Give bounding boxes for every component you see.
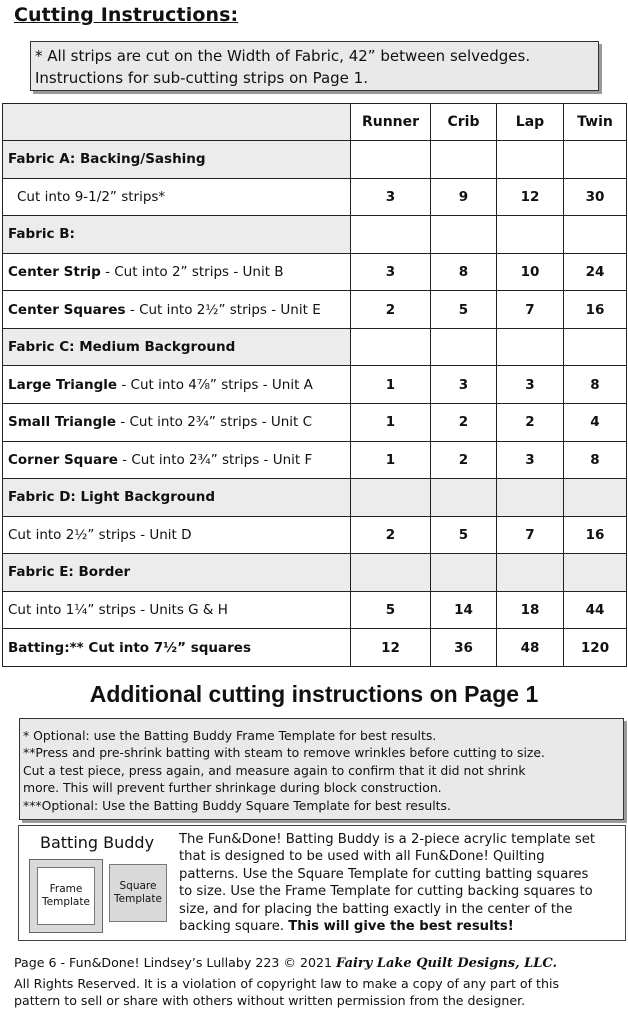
cell-twin: 16 [564,291,627,329]
table-row [3,328,627,366]
row-label: Fabric D: Light Background [3,479,351,517]
row-label-rest: - Cut into 2¾” strips - Unit F [117,451,313,468]
table-row [3,516,627,554]
table-row [3,178,627,216]
row-label [3,253,351,291]
cell-crib: 5 [431,291,497,329]
cell-twin: 16 [564,516,627,554]
description-emphasis: This will give the best results! [288,919,514,935]
square-label-line-2: Template [114,893,162,905]
row-label [3,441,351,479]
cell-runner: 1 [351,441,431,479]
table-row [3,253,627,291]
row-label-rest: - Cut into 2” strips - Unit B [100,263,284,280]
footnote-line: Cut a test piece, press again, and measure again to confirm that it did not shrink [23,762,526,778]
copyright-notice [14,976,614,1009]
cell-runner: 1 [351,403,431,441]
cell-crib: 36 [431,629,497,667]
row-label-rest: - Cut into 4⅞” strips - Unit A [117,376,313,393]
cell-crib [431,554,497,592]
cell-crib: 8 [431,253,497,291]
cell-crib [431,479,497,517]
row-label-bold: Center Strip [8,263,101,280]
cell-lap: 18 [497,591,564,629]
cell-crib: 14 [431,591,497,629]
cell-lap: 7 [497,516,564,554]
cell-lap: 48 [497,629,564,667]
cell-runner [351,554,431,592]
cell-twin [564,328,627,366]
cell-runner [351,328,431,366]
frame-template-label [37,867,95,925]
additional-instructions-heading: Additional cutting instructions on Page 1 [89,681,539,707]
cell-lap: 10 [497,253,564,291]
cell-crib: 5 [431,516,497,554]
description-last-line: backing square. [179,919,289,935]
cell-crib: 2 [431,441,497,479]
cell-twin: 24 [564,253,627,291]
cell-runner [351,216,431,254]
cell-crib: 3 [431,366,497,404]
row-label-bold: Corner Square [8,451,118,468]
row-label-rest: - Cut into 2½” strips - Unit E [125,301,321,318]
company-name: Fairy Lake Quilt Designs, LLC. [336,956,558,971]
cell-twin [564,479,627,517]
description-line [179,918,623,935]
footnote-line: more. This will prevent further shrinkage during block construction. [23,780,442,796]
cell-runner: 1 [351,366,431,404]
page-title: Cutting Instructions: [14,4,239,26]
page-footer [14,955,557,971]
description-line: size, and for placing the batting exactly in the center of the [179,901,573,917]
batting-buddy-box [18,825,626,941]
header-lap: Lap [497,104,564,141]
row-label-rest: - Cut into 2¾” strips - Unit C [116,414,313,431]
cell-twin: 8 [564,441,627,479]
frame-label-line-1: Frame [49,883,83,895]
cell-lap: 2 [497,403,564,441]
frame-label-line-2: Template [42,896,90,908]
description-line: The Fun&Done! Batting Buddy is a 2-piece acrylic template set [179,832,596,847]
cell-lap [497,328,564,366]
cell-twin [564,141,627,179]
copyright-line-2: pattern to sell or share with others without written permission from the designer. [14,992,526,1008]
footnote-line: ***Optional: Use the Batting Buddy Square Template for best results. [23,797,451,813]
table-row [3,629,627,667]
table-row [3,441,627,479]
header-twin: Twin [564,104,627,141]
cell-lap [497,554,564,592]
cell-lap: 12 [497,178,564,216]
description-line: to size. Use the Frame Template for cutting backing squares to [179,884,593,900]
cell-lap: 3 [497,366,564,404]
cell-lap: 7 [497,291,564,329]
table-row [3,291,627,329]
cell-runner: 3 [351,253,431,291]
cell-twin [564,216,627,254]
table-row [3,366,627,404]
cell-lap [497,216,564,254]
cell-runner [351,479,431,517]
table-row [3,403,627,441]
footnote-line: * Optional: use the Batting Buddy Frame Template for best results. [23,728,437,743]
table-row [3,141,627,179]
cell-twin: 120 [564,629,627,667]
row-label [3,366,351,404]
header-crib: Crib [431,104,497,141]
footnote-line: **Press and pre-shrink batting with steam to remove wrinkles before cutting to size. [23,745,545,761]
square-label-line-1: Square [119,880,157,892]
cell-crib: 9 [431,178,497,216]
copyright-line-1: All Rights Reserved. It is a violation of copyright law to make a copy of any part of this [14,976,560,991]
cell-crib [431,216,497,254]
cell-crib [431,328,497,366]
table-row [3,216,627,254]
cell-twin: 30 [564,178,627,216]
cell-crib: 2 [431,403,497,441]
strip-note-line-2: Instructions for sub-cutting strips on Page 1. [35,69,368,87]
cell-runner: 12 [351,629,431,667]
row-label-bold: Large Triangle [8,376,118,393]
cell-runner: 2 [351,291,431,329]
row-label [3,403,351,441]
description-line: patterns. Use the Square Template for cutting batting squares [179,866,589,882]
cell-lap: 3 [497,441,564,479]
page-info: Page 6 - Fun&Done! Lindsey’s Lullaby 223 © 2021 [14,955,337,970]
cell-runner: 3 [351,178,431,216]
table-row [3,591,627,629]
row-label: Fabric A: Backing/Sashing [3,141,351,179]
row-label: Cut into 1¼” strips - Units G & H [3,591,351,629]
cell-runner: 2 [351,516,431,554]
cell-lap [497,479,564,517]
frame-template-icon [29,859,103,933]
batting-buddy-description [179,831,623,935]
table-row [3,554,627,592]
cell-twin: 8 [564,366,627,404]
row-label: Fabric E: Border [3,554,351,592]
table-header-row [3,104,627,141]
cell-crib [431,141,497,179]
row-label: Cut into 9-1/2” strips* [3,178,351,216]
header-runner: Runner [351,104,431,141]
row-label [3,291,351,329]
cell-runner [351,141,431,179]
footnotes-box [19,718,624,820]
cell-lap [497,141,564,179]
square-template-icon [109,864,167,922]
cell-runner: 5 [351,591,431,629]
row-label: Fabric C: Medium Background [3,328,351,366]
table-row [3,479,627,517]
cutting-table [2,103,627,667]
cell-twin: 4 [564,403,627,441]
cell-twin: 44 [564,591,627,629]
strip-note-line-1: * All strips are cut on the Width of Fabric, 42” between selvedges. [35,47,531,65]
batting-buddy-title: Batting Buddy [40,833,155,852]
row-label-bold: Small Triangle [8,414,117,431]
strip-note-box [30,41,599,91]
row-label: Fabric B: [3,216,351,254]
row-label-bold: Center Squares [8,301,126,318]
row-label: Cut into 2½” strips - Unit D [3,516,351,554]
cell-twin [564,554,627,592]
header-blank [3,104,351,141]
row-label: Batting:** Cut into 7½” squares [3,629,351,667]
description-line: that is designed to be used with all Fun&Done! Quilting [179,849,545,865]
